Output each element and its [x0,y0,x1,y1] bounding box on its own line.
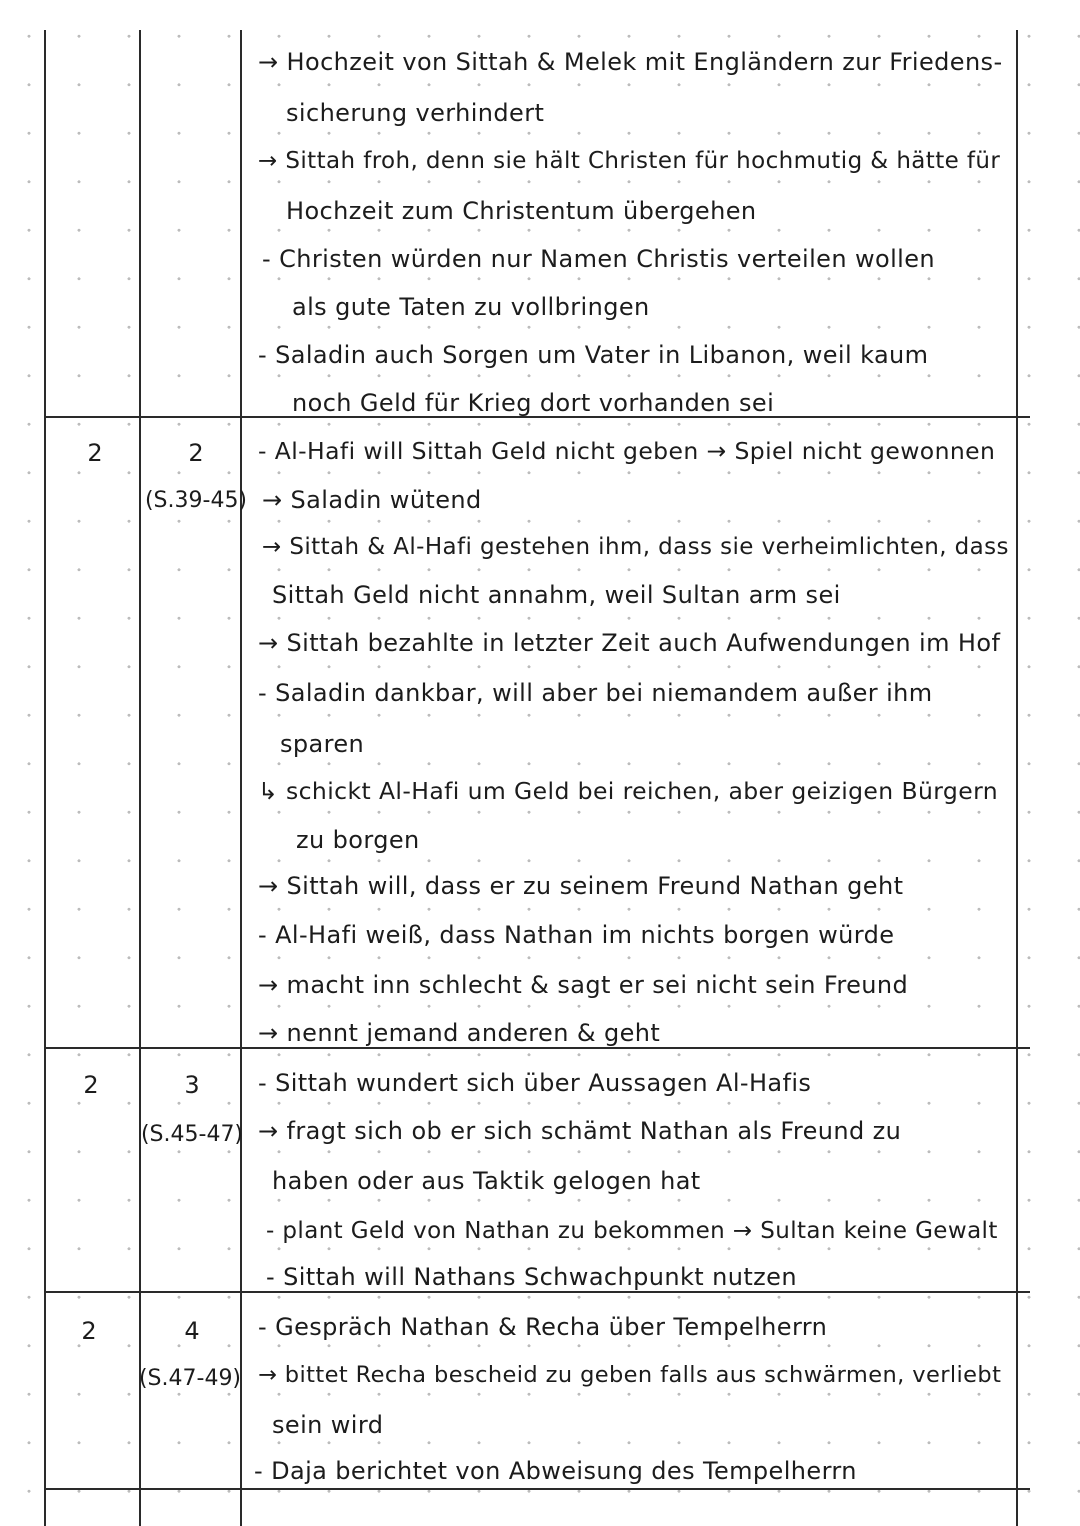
note-line: → macht inn schlecht & sagt er sei nicht sein Freund [258,971,909,999]
note-line: haben oder aus Taktik gelogen hat [272,1167,701,1195]
note-line: → Sittah bezahlte in letzter Zeit auch Aufwendungen im Hof [258,629,1001,657]
note-line: - plant Geld von Nathan zu bekommen → Sultan keine Gewalt [266,1218,998,1244]
act-number: 2 [87,439,103,467]
note-line: - Sittah will Nathans Schwachpunkt nutzen [266,1263,797,1291]
right-margin-line [1016,30,1018,1526]
note-line: - Daja berichtet von Abweisung des Tempelherrn [254,1457,857,1485]
note-line: - Al-Hafi will Sittah Geld nicht geben → Spiel nicht gewonnen [258,437,996,465]
note-line: → Sittah will, dass er zu seinem Freund Nathan geht [258,872,904,900]
note-line: sicherung verhindert [286,99,545,127]
note-line: Sittah Geld nicht annahm, weil Sultan arm sei [272,581,841,609]
row-divider [44,1488,1030,1490]
scene-number: 3 [184,1071,200,1099]
note-line: → fragt sich ob er sich schämt Nathan als Freund zu [258,1117,902,1145]
act-column-divider [139,30,141,1526]
page-reference: (S.39-45) [144,488,248,513]
left-margin-line [44,30,46,1526]
act-number: 2 [83,1071,99,1099]
note-line: → Sittah & Al-Hafi gestehen ihm, dass sie verheimlichten, dass [262,534,1009,560]
act-number: 2 [81,1317,97,1345]
note-line: noch Geld für Krieg dort vorhanden sei [292,389,775,417]
note-line: zu borgen [296,826,420,854]
note-line: - Saladin auch Sorgen um Vater in Libanon, weil kaum [258,341,929,369]
note-line: → Sittah froh, denn sie hält Christen für hochmutig & hätte für [258,148,1001,174]
note-line: Hochzeit zum Christentum übergehen [286,197,757,225]
scene-number: 2 [188,439,204,467]
note-line: - Christen würden nur Namen Christis verteilen wollen [262,245,935,273]
note-line: - Saladin dankbar, will aber bei niemandem außer ihm [258,679,933,707]
note-line: - Sittah wundert sich über Aussagen Al-Hafis [258,1069,812,1097]
scene-number: 4 [184,1317,200,1345]
note-line: → Hochzeit von Sittah & Melek mit Engländern zur Friedens- [258,48,1003,76]
note-line: → Saladin wütend [262,486,482,514]
note-line: - Gespräch Nathan & Recha über Tempelherrn [258,1313,828,1341]
note-line: → bittet Recha bescheid zu geben falls aus schwärmen, verliebt [258,1362,1002,1388]
note-line: → nennt jemand anderen & geht [258,1019,661,1047]
scene-column-divider [240,30,242,1526]
note-line: sparen [280,730,365,758]
note-line: ↳ schickt Al-Hafi um Geld bei reichen, aber geizigen Bürgern [258,777,999,805]
note-line: sein wird [272,1411,384,1439]
note-line: als gute Taten zu vollbringen [292,293,650,321]
page-reference: (S.45-47) [140,1122,244,1147]
note-line: - Al-Hafi weiß, dass Nathan im nichts borgen würde [258,921,895,949]
page-reference: (S.47-49) [138,1366,242,1391]
